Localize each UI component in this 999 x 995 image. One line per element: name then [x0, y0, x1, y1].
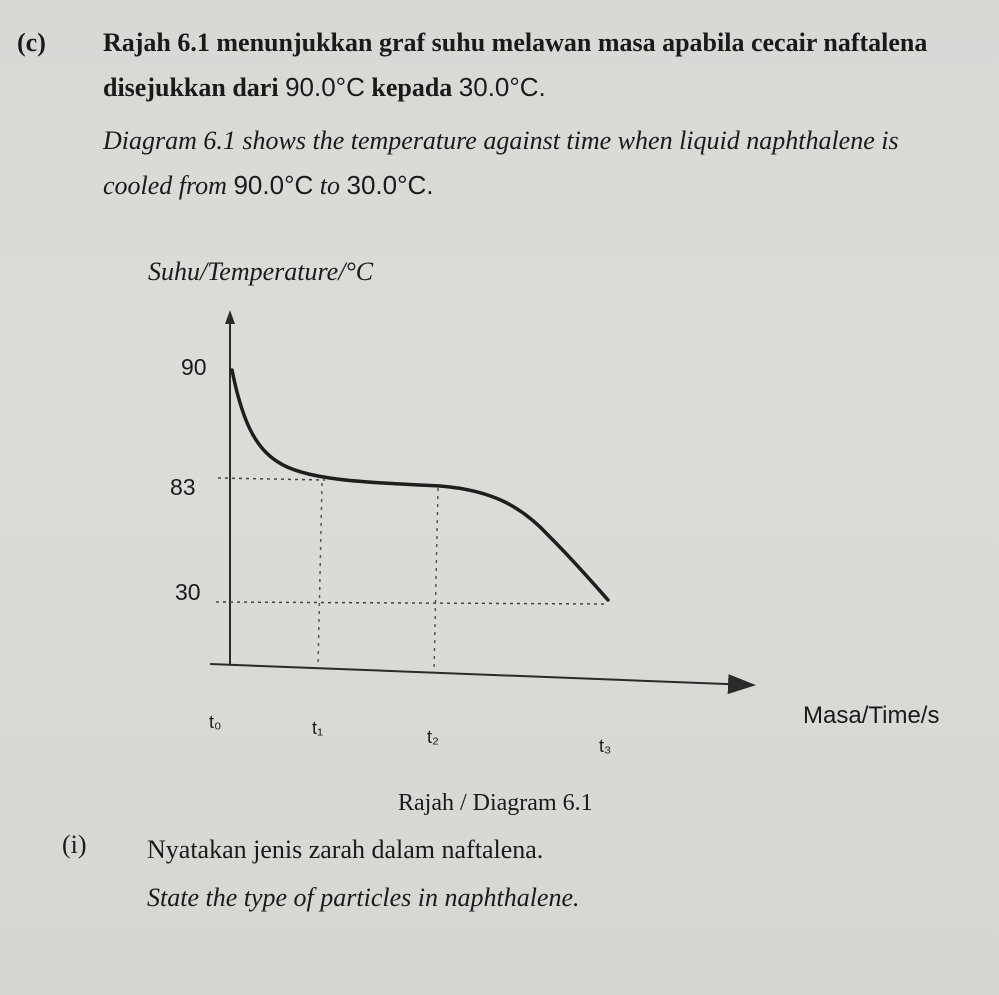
y-tick-90: 90: [181, 354, 207, 380]
sub-question-label: (i): [62, 830, 87, 859]
question-english-line2-pre: cooled from: [103, 171, 234, 200]
ref-line-30: [216, 602, 608, 604]
y-axis-label: Suhu/Temperature/°C: [148, 257, 374, 286]
sub-question-english: State the type of particles in naphthalene.: [147, 883, 580, 912]
part-label: (c): [17, 28, 46, 57]
question-malay-line2-pre: disejukkan dari: [103, 73, 286, 102]
question-english-temp-end: 30.0°C.: [346, 170, 434, 200]
question-english-line2-mid: to: [313, 171, 347, 200]
x-axis-line: [210, 664, 752, 685]
x-tick-t3: t₃: [599, 736, 612, 756]
x-tick-t2: t₂: [427, 727, 439, 747]
x-axis-label: Masa/Time/s: [803, 702, 940, 729]
x-tick-t1: t₁: [312, 718, 324, 738]
sub-question-malay: Nyatakan jenis zarah dalam naftalena.: [147, 835, 544, 864]
question-english-temp-start: 90.0°C: [233, 170, 314, 200]
question-malay-temp-end: 30.0°C.: [458, 72, 546, 102]
question-malay-line2-mid: kepada: [364, 73, 459, 102]
x-tick-t0: t₀: [209, 712, 222, 732]
ref-line-83: [218, 478, 325, 480]
diagram-caption: Rajah / Diagram 6.1: [398, 790, 593, 816]
question-malay-temp-start: 90.0°C: [285, 72, 365, 102]
ref-line-t1: [318, 483, 322, 668]
y-tick-30: 30: [175, 579, 201, 605]
ref-line-t2: [434, 488, 438, 672]
cooling-curve: [232, 370, 608, 600]
y-axis-arrow: [225, 310, 235, 324]
question-malay-line1: Rajah 6.1 menunjukkan graf suhu melawan masa apabila cecair naftalena: [103, 28, 928, 57]
question-english-line1: Diagram 6.1 shows the temperature against time when liquid naphthalene is: [103, 126, 899, 155]
y-tick-83: 83: [170, 474, 196, 500]
